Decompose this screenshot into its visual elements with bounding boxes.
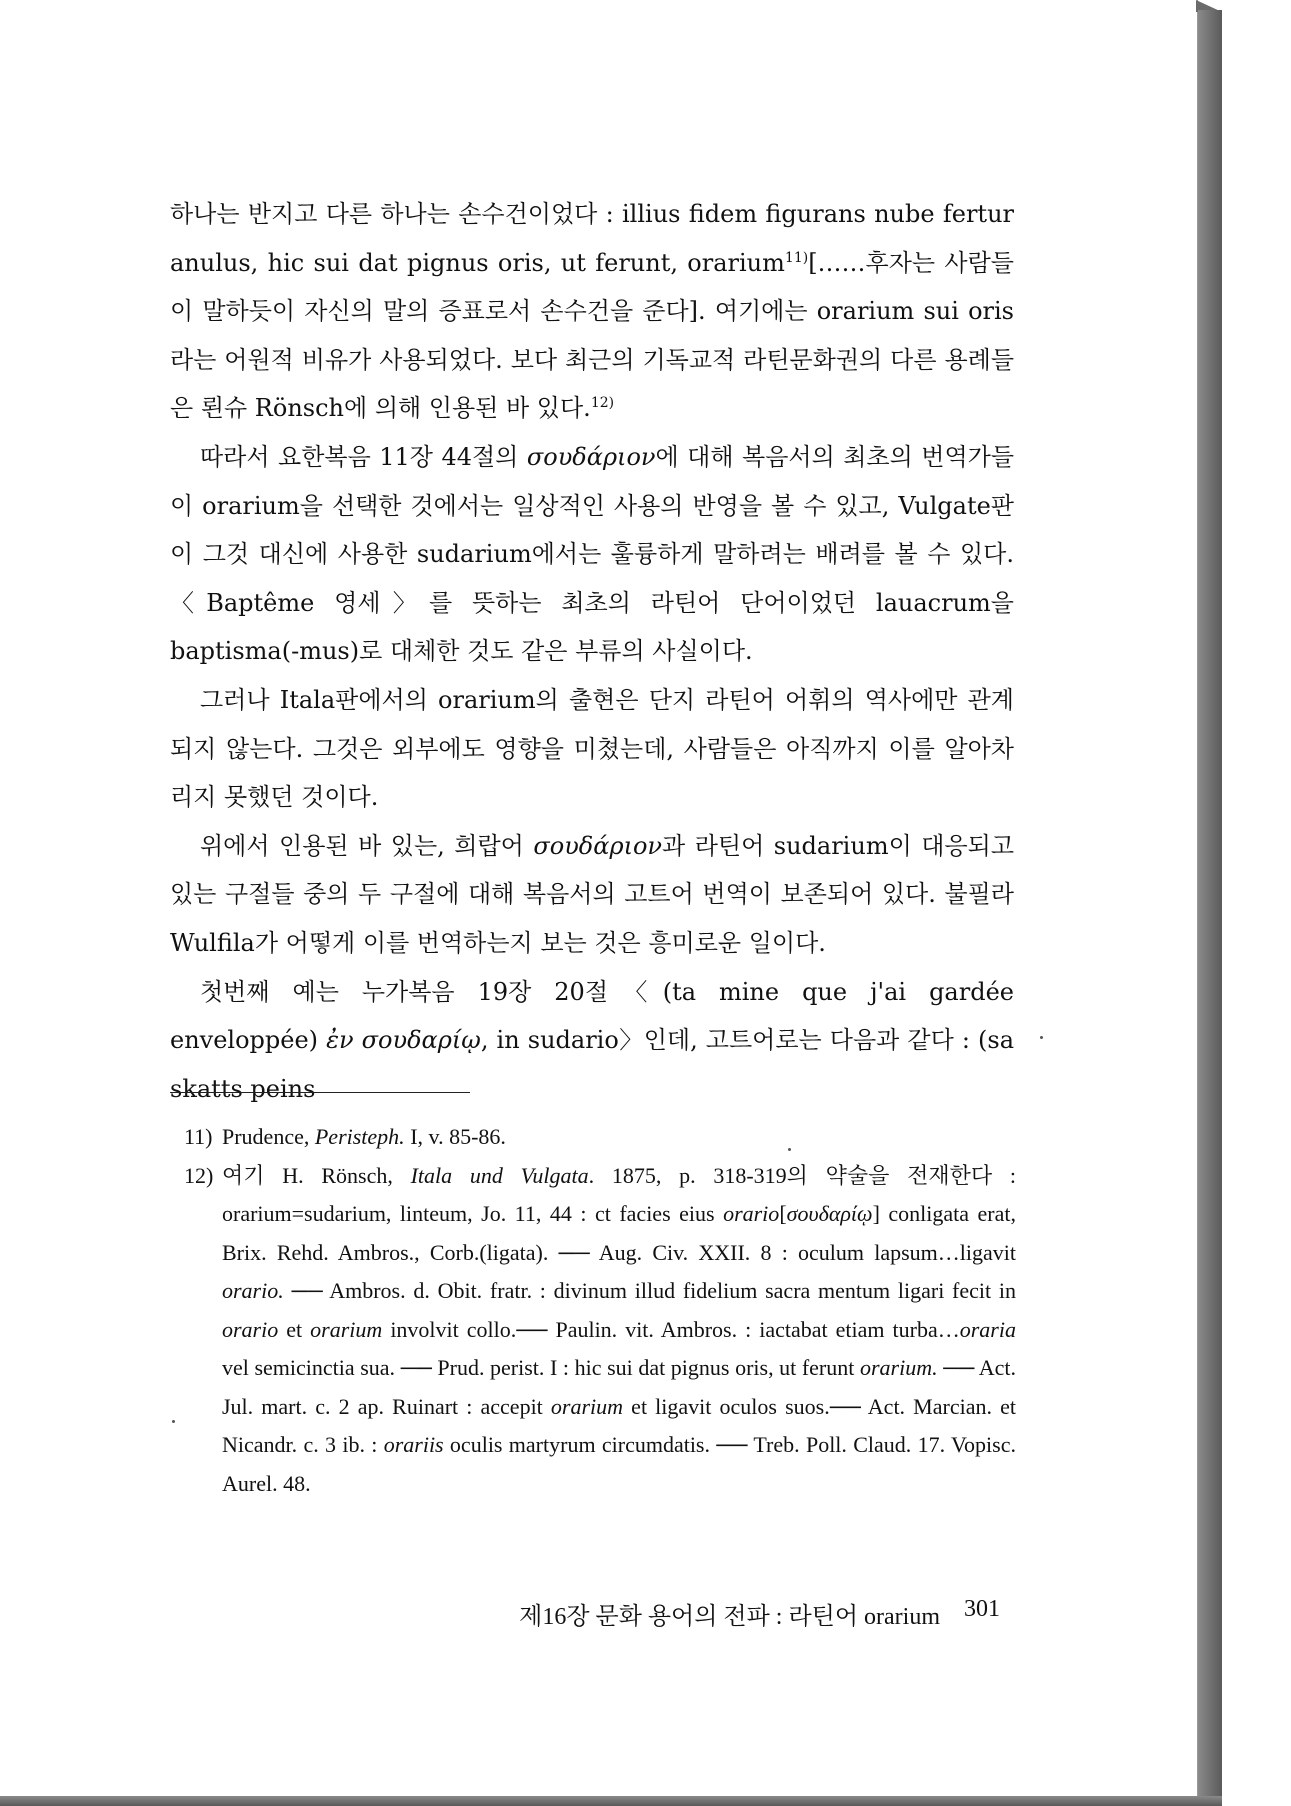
p5-greek: ἐν σουδαρίῳ: [326, 1026, 481, 1055]
fn12-text: et: [278, 1316, 311, 1342]
fn12-italic: orario: [222, 1316, 279, 1342]
paragraph-4: [170, 822, 1014, 968]
page-number: 301: [964, 1596, 1000, 1622]
p4-greek: σουδάριον: [533, 831, 663, 860]
p5-text-b: , in sudario〉인데, 고트어로는 다음과 같다 : (sa skatts peins: [170, 1026, 1015, 1103]
fn11-title: Peristeph.: [314, 1124, 405, 1149]
p1-text-a: 하나는 반지고 다른 하나는 손수건이었다 : illius fidem figurans nube fertur anulus, hic sui dat pignus oris, ut ferunt, orarium: [170, 200, 1014, 277]
fn12-italic: orario.: [222, 1278, 284, 1303]
fn12-text: [: [779, 1201, 787, 1226]
paragraph-2: [170, 433, 1014, 676]
fn11-text-c: I, v. 85-86.: [404, 1124, 506, 1149]
body-text: [170, 190, 1014, 1113]
fn12-italic: orarium.: [859, 1355, 938, 1380]
p4-text-b: 과 라틴어 sudarium이 대응되고 있는 구절들 중의 두 구절에 대해 복음서의 고트어 번역이 보존되어 있다. 불필라 Wulfila가 어떻게 이를 번역하는지 보는 것은 흥미로운 일이다.: [170, 831, 1014, 957]
fn12-text: . 1875, p. 318-319의 약술을 전재한다 : orarium=sudarium, linteum, Jo. 11, 44 : ct facies eius: [222, 1162, 1016, 1226]
footnotes: [170, 1118, 1016, 1503]
p4-text-a: 위에서 인용된 바 있는, 희랍어: [200, 831, 534, 860]
fn12-text: ] conligata erat, Brix. Rehd. Ambros., Corb.(ligata). ── Aug. Civ. XXII. 8 : oculum lapsum…ligavit: [222, 1201, 1016, 1265]
footnote-ref-11: 11): [784, 249, 809, 266]
fn12-text: ── Act. Jul. mart. c. 2 ap. Ruinart : accepit: [222, 1355, 1016, 1419]
fn12-italic: Itala und Vulgata: [410, 1162, 589, 1188]
scan-speck: [1040, 1036, 1043, 1039]
footnote-number: 12): [184, 1162, 214, 1188]
p2-text-b: 에 대해 복음서의 최초의 번역가들이 orarium을 선택한 것에서는 일상적인 사용의 반영을 볼 수 있고, Vulgate판이 그것 대신에 사용한 sudarium에서는 훌륭하게 말하려는 배려를 볼 수 있다. 〈Baptême 영세〉를 뜻하는 최초의 라틴어 단어이었던 lauacrum을 baptisma(-mus)로 대체한 것도 같은 부류의 사실이다.: [170, 442, 1015, 666]
fn12-italic: orariis: [383, 1432, 444, 1457]
p2-greek: σουδάριον: [526, 442, 656, 471]
fn12-italic: orario: [723, 1201, 780, 1226]
p2-text-a: 따라서 요한복음 11장 44절의: [200, 442, 527, 471]
page-footer: [446, 1596, 1000, 1631]
fn12-italic: orarium: [550, 1393, 624, 1419]
paragraph-3: 그러나 Itala판에서의 orarium의 출현은 단지 라틴어 어휘의 역사에만 관계되지 않는다. 그것은 외부에도 영향을 미쳤는데, 사람들은 아직까지 이를 알아차리지 못했던 것이다.: [170, 685, 1014, 812]
fn12-text: et ligavit oculos suos.── Act. Marcian. et Nicandr. c. 3 ib. :: [222, 1393, 1016, 1457]
fn11-text-a: Prudence,: [222, 1124, 315, 1149]
p1-text-b: [……후자는 사람들이 말하듯이 자신의 말의 증표로서 손수건을 준다]. 여기에는 orarium sui oris라는 어원적 비유가 사용되었다. 보다 최근의 기독교적 라틴문화권의 다른 용례들은 뢴슈 Rönsch에 의해 인용된 바 있다.: [170, 248, 1014, 423]
fn12-text: oculis martyrum circumdatis. ── Treb. Poll. Claud. 17. Vopisc. Aurel. 48.: [222, 1432, 1016, 1496]
running-title: 제16장 문화 용어의 전파 : 라틴어 orarium: [519, 1604, 940, 1630]
page-shadow-right: [1198, 10, 1222, 1800]
paragraph-1: [170, 190, 1014, 433]
fn12-italic: orarium: [310, 1316, 383, 1342]
fn12-text: vel semicinctia sua. ── Prud. perist. I : hic sui dat pignus oris, ut ferunt: [222, 1355, 860, 1380]
fn12-text: ── Ambros. d. Obit. fratr. : divinum illud fidelium sacra mentum ligari fecit in: [283, 1278, 1016, 1303]
scan-speck: [172, 1420, 175, 1423]
footnote-ref-12: 12): [590, 395, 615, 412]
fn12-text: 여기 H. Rönsch,: [222, 1162, 411, 1188]
footnote-12: [170, 1157, 1016, 1504]
footnote-number: 11): [184, 1124, 213, 1149]
p5-text-a: 첫번째 예는 누가복음 19장 20절〈(ta mine que j'ai gardée enveloppée): [170, 977, 1014, 1055]
footnote-11: [170, 1118, 1016, 1157]
fn12-text: involvit collo.── Paulin. vit. Ambros. : iactabat etiam turba…: [382, 1316, 960, 1342]
fn12-italic: σουδαρίῳ: [786, 1201, 873, 1226]
fn12-italic: oraria: [959, 1316, 1016, 1342]
page-shadow-bottom: [0, 1796, 1222, 1806]
scan-speck: [788, 1148, 791, 1151]
footnote-divider: [170, 1092, 470, 1093]
